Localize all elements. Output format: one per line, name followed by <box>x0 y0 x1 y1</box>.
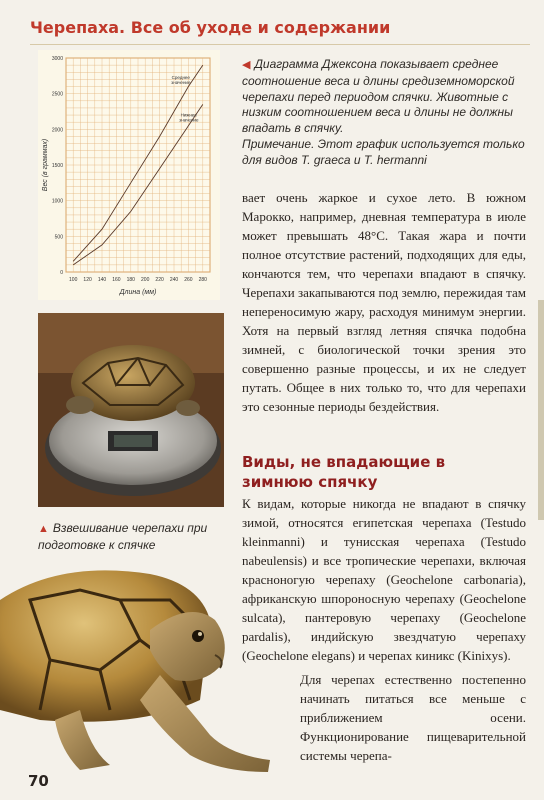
caption-up-triangle-icon: ▲ <box>38 523 49 535</box>
y-axis-label: Вес (в граммах) <box>42 138 49 192</box>
x-tick-label: 140 <box>97 277 107 283</box>
caption-triangle-icon: ◀ <box>242 59 251 71</box>
y-tick-label: 0 <box>60 270 63 276</box>
chart-caption <box>242 57 536 169</box>
page-edge-decoration <box>538 300 544 520</box>
series-label: Среднее значение <box>171 75 191 86</box>
page-header: Черепаха. Все об уходе и содержании <box>30 18 391 37</box>
x-axis-label: Длина (мм) <box>119 289 157 296</box>
x-tick-label: 160 <box>112 277 121 283</box>
photo-caption <box>38 520 238 553</box>
photo-tortoise-on-scale <box>38 313 224 507</box>
x-tick-label: 220 <box>155 277 164 283</box>
x-tick-label: 180 <box>126 277 135 283</box>
photo-tortoise-closeup <box>0 560 300 780</box>
y-tick-label: 2500 <box>51 91 63 98</box>
body-text-1: вает очень жаркое и сухое лето. В южном Марокко, например, дневная температура в июле может превышать 48°С. Такая жара и почти полное отсутствие растений, подходящих для еды, кончаются тем, что черепахи впадают в спячку. Черепахи закапываются под землю, пережидая там непереносимую жару, расходуя минимум энергии. Хотя на первый взгляд летняя спячка подобна зимней, с биологической точки зрения это совершенно разные процессы, и их не следует путать. Общее в них только то, что для черепахи это сезонные периоды бездействия. <box>242 190 526 414</box>
x-tick-label: 280 <box>198 277 207 283</box>
y-tick-label: 1500 <box>51 163 63 169</box>
y-tick-label: 3000 <box>51 56 63 62</box>
y-tick-label: 2000 <box>51 127 63 134</box>
x-tick-label: 260 <box>184 277 193 283</box>
section-subheading: Виды, не впадающие в зимнюю спячку <box>242 453 446 491</box>
x-tick-label: 120 <box>83 277 92 283</box>
chart-svg <box>38 50 220 300</box>
series-label: Нижнее значение <box>179 112 199 123</box>
page-number: 70 <box>28 772 49 790</box>
body-text-2: К видам, которые никогда не впадают в спячку зимой, относятся египетская черепаха (Testudo kleinmanni) и тунисская черепаха (Testudo nabeulensis) и все тропические черепахи, включая красноногую черепаху (Geochelone carbonaria), африканскую шпороносную черепаху (Geochelone sulcata), пантеровую черепаху (Geochelone pardalis), индийскую звездчатую черепаху (Geochelone elegans) и черепах киникс (Kinixys). <box>242 496 526 663</box>
chart-caption-text: Диаграмма Джексона показывает среднее соотношение веса и длины средиземноморской черепахи перед периодом спячки. Животные с низким соотношением веса и длины не должны впадать в спячку. <box>242 57 515 136</box>
y-tick-label: 1000 <box>51 198 63 205</box>
chart-caption-note: Примечание. Этот график используется только для видов T. graeca и T. hermanni <box>242 136 525 167</box>
header-divider <box>30 44 530 45</box>
x-tick-label: 100 <box>69 277 78 283</box>
y-tick-label: 500 <box>54 234 63 241</box>
photo-caption-text: Взвешивание черепахи при подготовке к спячке <box>38 521 208 552</box>
x-tick-label: 200 <box>141 277 150 283</box>
jackson-chart <box>38 50 220 300</box>
x-tick-label: 240 <box>169 277 179 283</box>
body-text-3: Для черепах естественно постепенно начинать питаться все меньше с приближением осени. Функционирование пищеварительной системы черепа- <box>300 672 526 763</box>
